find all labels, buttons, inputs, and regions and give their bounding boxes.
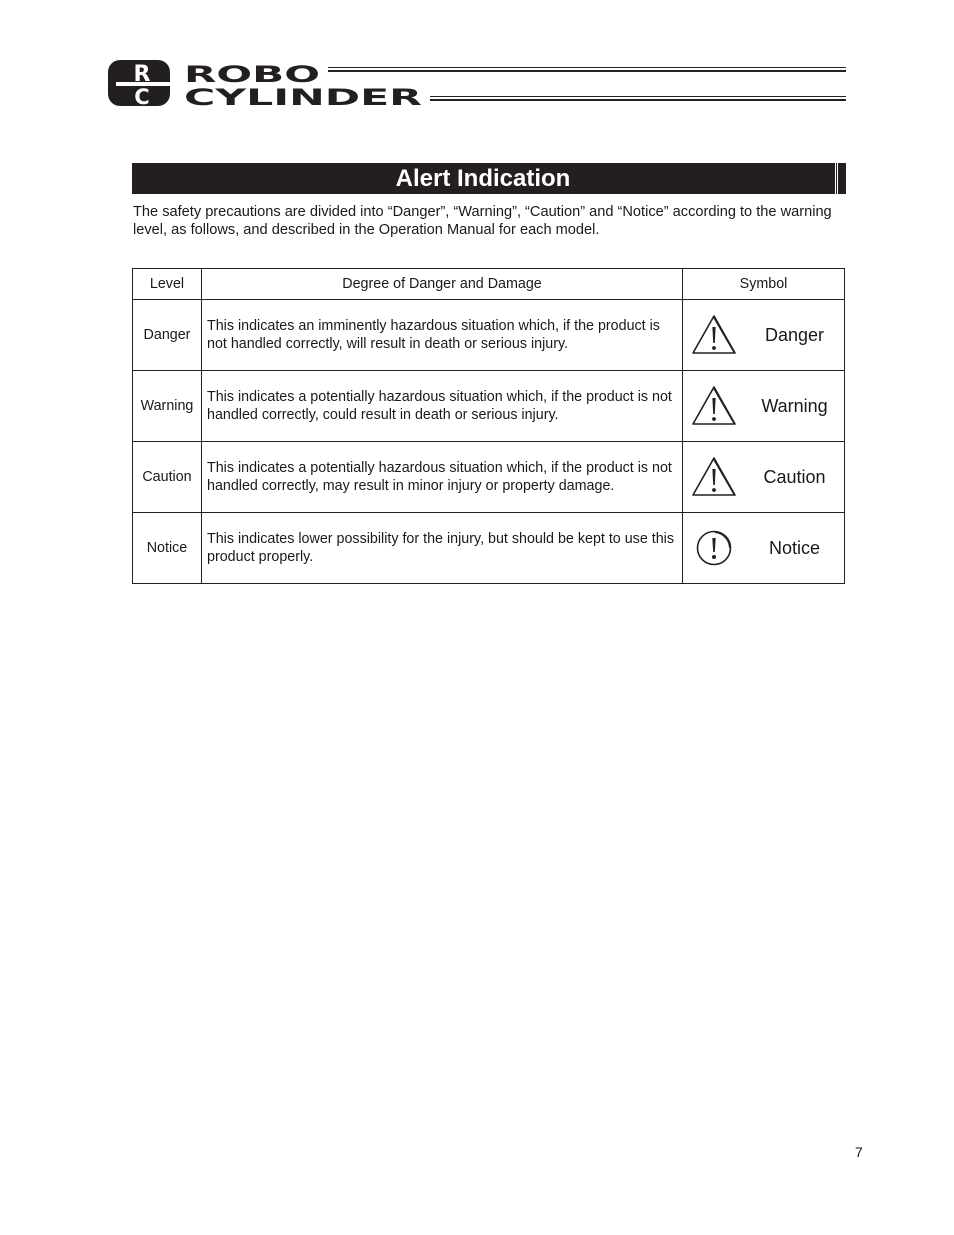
table-row bbox=[133, 300, 845, 371]
table-header-row bbox=[133, 269, 845, 300]
warning-triangle-icon bbox=[691, 455, 737, 498]
intro-paragraph: The safety precautions are divided into “Danger”, “Warning”, “Caution” and “Notice” according to the warning level, as follows, and described in the Operation Manual for each model. bbox=[133, 204, 832, 238]
description-cell: This indicates a potentially hazardous situation which, if the product is not handled correctly, could result in death or serious injury. bbox=[202, 371, 683, 442]
exclamation-circle-icon bbox=[691, 526, 737, 569]
logo-line2: CYLINDER bbox=[184, 86, 423, 110]
description-cell: This indicates an imminently hazardous situation which, if the product is not handled correctly, will result in death or serious injury. bbox=[202, 300, 683, 371]
level-cell: Caution bbox=[133, 442, 202, 513]
header-rule-bottom bbox=[430, 96, 846, 102]
symbol-label: Danger bbox=[764, 325, 825, 345]
symbol-cell bbox=[683, 513, 845, 584]
description-cell: This indicates a potentially hazardous situation which, if the product is not handled correctly, may result in minor injury or property damage. bbox=[202, 442, 683, 513]
symbol-cell bbox=[683, 300, 845, 371]
robo-cylinder-logo bbox=[106, 58, 424, 110]
warning-triangle-icon bbox=[691, 313, 737, 356]
description-cell: This indicates lower possibility for the injury, but should be kept to use this product properly. bbox=[202, 513, 683, 584]
page-number: 7 bbox=[855, 1144, 863, 1160]
svg-text:R: R bbox=[133, 62, 151, 87]
level-cell: Notice bbox=[133, 513, 202, 584]
symbol-label: Warning bbox=[761, 396, 828, 416]
header-level: Level bbox=[133, 269, 202, 300]
symbol-label: Caution bbox=[763, 467, 826, 487]
table-row bbox=[133, 371, 845, 442]
svg-text:C: C bbox=[134, 85, 150, 109]
symbol-label: Notice bbox=[768, 538, 821, 558]
logo-line1: ROBO bbox=[184, 63, 320, 88]
level-cell: Danger bbox=[133, 300, 202, 371]
header-rule-top bbox=[328, 67, 846, 73]
table-row bbox=[133, 442, 845, 513]
header-degree: Degree of Danger and Damage bbox=[202, 269, 683, 300]
header-symbol: Symbol bbox=[683, 269, 845, 300]
section-title: Alert Indication bbox=[395, 165, 571, 192]
warning-triangle-icon bbox=[691, 384, 737, 427]
alert-level-table bbox=[132, 268, 845, 584]
symbol-cell bbox=[683, 442, 845, 513]
table-row bbox=[133, 513, 845, 584]
section-title-bar bbox=[132, 163, 846, 194]
level-cell: Warning bbox=[133, 371, 202, 442]
symbol-cell bbox=[683, 371, 845, 442]
